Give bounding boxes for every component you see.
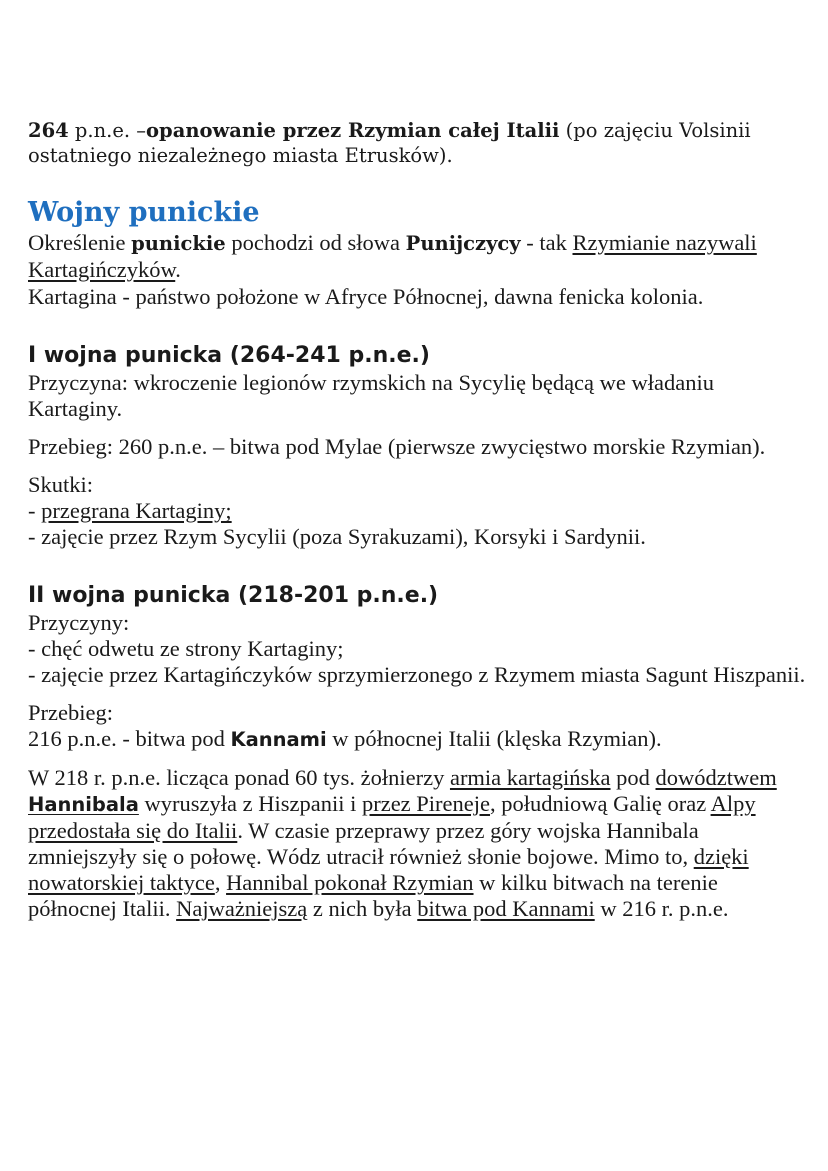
para-text: z nich była (307, 896, 418, 921)
para-underlined: Alpy przedostała się do Italii (28, 791, 756, 843)
first-war-cause: Przyczyna: wkroczenie legionów rzymskich na Sycylię będącą we władaniu Kartaginy. (28, 370, 714, 421)
def-bold-2: Punijczycy (405, 232, 521, 255)
def-text-2: pochodzi od słowa (225, 230, 406, 255)
intro-rest: (po zajęciu Volsinii ostatniego niezależnego miasta Etrusków). (28, 119, 751, 167)
para-text: , (214, 870, 227, 895)
para-text: w 216 r. p.n.e. (594, 896, 729, 921)
punic-wars-heading: Wojny punickie (28, 197, 260, 228)
para-underlined: bitwa pod Kannami (417, 896, 595, 921)
second-war-cause-2: - zajęcie przez Kartagińczyków sprzymierzonego z Rzymem miasta Sagunt Hiszpanii. (28, 662, 806, 687)
para-text: w kilku bitwach na terenie północnej Italii. (28, 870, 718, 921)
first-war-effects-label: Skutki: (28, 472, 94, 497)
document-page (28, 118, 808, 922)
para-underlined: przez Pireneje (361, 791, 491, 816)
def-text-1: Określenie (28, 230, 132, 255)
para-text: pod (610, 765, 656, 790)
para-text: wyruszyła z Hiszpanii i (138, 791, 362, 816)
intro-paragraph (28, 118, 808, 168)
intro-bold: opanowanie przez Rzymian całej Italii (146, 119, 560, 142)
para-underlined: Najważniejszą (176, 896, 308, 921)
second-war-heading: II wojna punicka (218-201 p.n.e.) (28, 583, 439, 608)
def-underlined: Rzymianie nazywali Kartagińczyków (28, 230, 757, 282)
carthage-description: Kartagina - państwo położone w Afryce Północnej, dawna fenicka kolonia. (28, 284, 704, 309)
first-war-course: Przebieg: 260 p.n.e. – bitwa pod Mylae (pierwsze zwycięstwo morskie Rzymian). (28, 434, 766, 459)
effect-1-text: przegrana Kartaginy; (41, 498, 232, 523)
para-text: . W czasie przeprawy przez góry wojska Hannibala zmniejszyły się o połowę. Wódz utracił również słonie bojowe. Mimo to, (28, 818, 699, 869)
course-bold: Kannami (230, 728, 327, 751)
para-underlined: Hannibal pokonał Rzymian (226, 870, 474, 895)
second-war-cause-1: - chęć odwetu ze strony Kartaginy; (28, 636, 344, 661)
second-war-causes-label: Przyczyny: (28, 610, 130, 635)
para-underlined: armia kartagińska (449, 765, 611, 790)
hannibal-paragraph (28, 765, 808, 922)
intro-pne: p.n.e. – (68, 119, 147, 142)
para-text: , południową Galię oraz (490, 791, 711, 816)
first-war-effect-2: - zajęcie przez Rzym Sycylii (poza Syrakuzami), Korsyki i Sardynii. (28, 524, 646, 549)
second-war-course-label: Przebieg: (28, 700, 113, 725)
def-text-3: - tak (520, 230, 573, 255)
para-hannibal-bold: Hannibala (28, 793, 139, 816)
course-text-2: w północnej Italii (klęska Rzymian). (326, 726, 662, 751)
def-text-4: . (175, 257, 181, 282)
para-underlined: dzięki nowatorskiej taktyce (28, 844, 749, 895)
intro-year: 264 (28, 119, 69, 142)
effect-dash: - (28, 498, 42, 523)
second-war-course (28, 726, 808, 753)
punic-definition (28, 230, 808, 284)
course-text-1: 216 p.n.e. - bitwa pod (28, 726, 231, 751)
def-bold-1: punickie (131, 232, 226, 255)
first-war-effect-1 (28, 498, 808, 524)
para-text: W 218 r. p.n.e. licząca ponad 60 tys. żołnierzy (28, 765, 450, 790)
first-war-heading: I wojna punicka (264-241 p.n.e.) (28, 343, 430, 368)
para-underlined: dowództwem (655, 765, 777, 790)
